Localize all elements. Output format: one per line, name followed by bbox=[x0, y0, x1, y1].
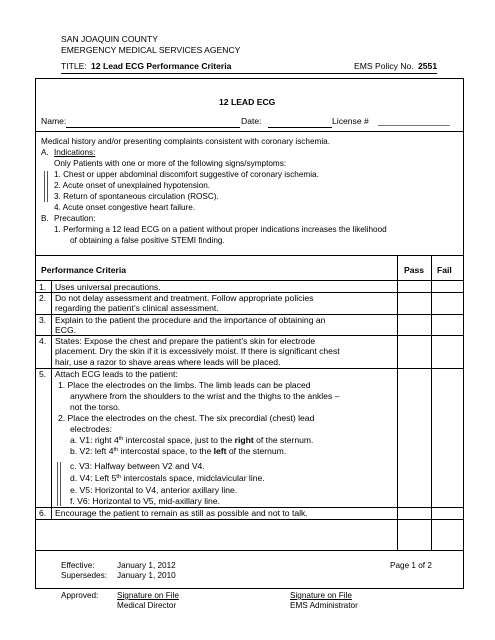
criteria-subitem: 1. Place the electrodes on the limbs. The limb leads can be placed bbox=[58, 380, 311, 390]
criteria-subitem: anywhere from the shoulders to the wrist and the thighs to the ankles – bbox=[70, 391, 340, 401]
indication-item: 4. Acute onset congestive heart failure. bbox=[54, 203, 196, 212]
name-field[interactable] bbox=[66, 118, 240, 128]
supersedes-label: Supersedes: bbox=[61, 571, 107, 580]
header-rule bbox=[61, 73, 437, 74]
lead-v6: f. V6: Horizontal to V5, mid-axillary line. bbox=[70, 496, 220, 506]
date-field[interactable] bbox=[268, 118, 332, 128]
lead-v5: e. V5: Horizontal to V4, anterior axillary line. bbox=[70, 485, 238, 495]
signature-1: Signature on File bbox=[117, 591, 179, 600]
name-label: Name: bbox=[41, 116, 67, 126]
page-number: Page 1 of 2 bbox=[390, 561, 432, 570]
row-number: 6. bbox=[39, 508, 47, 518]
criteria-text: Do not delay assessment and treatment. Follow appropriate policies bbox=[55, 293, 314, 303]
indication-item: 1. Chest or upper abdominal discomfort suggestive of coronary ischemia. bbox=[54, 170, 319, 179]
criteria-subitem: electrodes: bbox=[70, 424, 113, 434]
row-number: 4. bbox=[39, 336, 47, 346]
criteria-text: ECG. bbox=[55, 325, 77, 335]
form-heading: 12 LEAD ECG bbox=[219, 97, 276, 107]
title-label: TITLE: bbox=[61, 61, 87, 71]
county-name: SAN JOAQUIN COUNTY bbox=[61, 34, 158, 44]
precaution-item-cont: of obtaining a false positive STEMI finding. bbox=[70, 236, 225, 245]
criteria-heading: Performance Criteria bbox=[41, 265, 127, 275]
criteria-text: Uses universal precautions. bbox=[55, 282, 161, 292]
grid-line bbox=[35, 519, 464, 520]
row-number: 1. bbox=[39, 282, 47, 292]
indications-letter: A. bbox=[41, 148, 49, 157]
license-field[interactable]: _______________ bbox=[378, 116, 450, 126]
precaution-item: 1. Performing a 12 lead ECG on a patient without proper indications increases the likelihood bbox=[54, 225, 387, 234]
lead-v4: d. V4: Left 5th intercostals space, midclavicular line. bbox=[70, 473, 265, 483]
indication-item: 2. Acute onset of unexplained hypotension. bbox=[54, 181, 211, 190]
lead-v1: a. V1: right 4th intercostal space, just to the right of the sternum. bbox=[70, 435, 314, 445]
policy-number: 2551 bbox=[418, 61, 438, 71]
fail-heading: Fail bbox=[437, 265, 452, 275]
effective-date: January 1, 2012 bbox=[117, 561, 176, 570]
criteria-text: placement. Dry the skin if it is excessively moist. If there is significant chest bbox=[55, 346, 340, 356]
signature-2: Signature on File bbox=[290, 591, 352, 600]
criteria-text: Explain to the patient the procedure and the importance of obtaining an bbox=[55, 315, 326, 325]
grid-line bbox=[431, 256, 432, 550]
date-label: Date: bbox=[241, 116, 262, 126]
approved-label: Approved: bbox=[61, 591, 99, 600]
lead-v2: b. V2: left 4th intercostal space, to the left of the sternum. bbox=[70, 446, 287, 456]
indication-item: 3. Return of spontaneous circulation (ROSC). bbox=[54, 192, 219, 201]
criteria-text: Attach ECG leads to the patient: bbox=[55, 369, 178, 379]
criteria-text: Encourage the patient to remain as still as possible and not to talk. bbox=[55, 508, 308, 518]
revision-bar bbox=[44, 171, 45, 202]
precaution-title: Precaution: bbox=[54, 214, 96, 223]
signer-role-1: Medical Director bbox=[117, 601, 177, 610]
agency-name: EMERGENCY MEDICAL SERVICES AGENCY bbox=[61, 45, 241, 55]
criteria-text: States: Expose the chest and prepare the patient’s skin for electrode bbox=[55, 336, 316, 346]
row-number: 3. bbox=[39, 315, 47, 325]
row-number: 5. bbox=[39, 369, 47, 379]
divider bbox=[35, 131, 464, 132]
criteria-subitem: not the torso. bbox=[70, 402, 121, 412]
criteria-text: regarding the patient’s clinical assessment. bbox=[55, 303, 219, 313]
license-label: License # bbox=[332, 116, 369, 126]
revision-bar bbox=[57, 462, 58, 506]
signer-role-2: EMS Administrator bbox=[290, 601, 358, 610]
criteria-text: hair, use a razor to shave areas where leads will be placed. bbox=[55, 357, 281, 367]
effective-label: Effective: bbox=[61, 561, 95, 570]
pass-heading: Pass bbox=[404, 265, 425, 275]
revision-bar bbox=[47, 171, 48, 202]
grid-line bbox=[51, 280, 52, 519]
supersedes-date: January 1, 2010 bbox=[117, 571, 176, 580]
criteria-subitem: 2. Place the electrodes on the chest. The six precordial (chest) lead bbox=[58, 413, 315, 423]
divider bbox=[35, 255, 464, 256]
precaution-letter: B. bbox=[41, 214, 49, 223]
row-number: 2. bbox=[39, 293, 47, 303]
revision-bar bbox=[60, 462, 61, 506]
history-intro: Medical history and/or presenting complaints consistent with coronary ischemia. bbox=[41, 137, 330, 146]
document-title: 12 Lead ECG Performance Criteria bbox=[91, 61, 232, 71]
grid-line bbox=[397, 256, 398, 550]
indications-subtitle: Only Patients with one or more of the following signs/symptoms: bbox=[54, 159, 287, 168]
grid-line bbox=[35, 280, 464, 281]
indications-title: Indications: bbox=[54, 148, 96, 157]
policy-label: EMS Policy No. bbox=[354, 61, 414, 71]
lead-v3: c. V3: Halfway between V2 and V4. bbox=[70, 461, 205, 471]
grid-line bbox=[35, 550, 464, 551]
